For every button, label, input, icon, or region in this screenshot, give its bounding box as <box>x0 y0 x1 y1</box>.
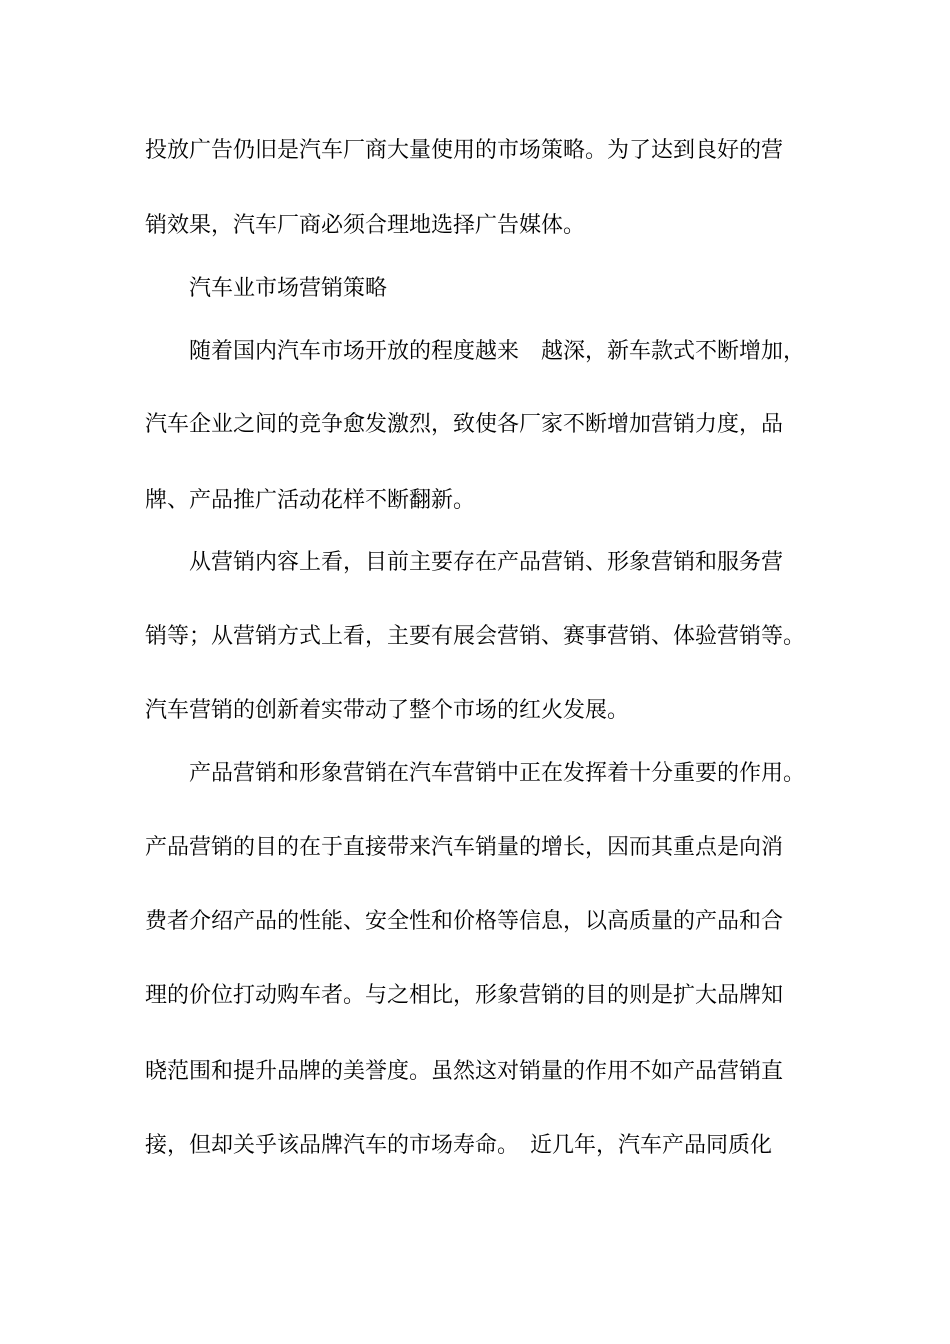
text-line: 理的价位打动购车者。与之相比，形象营销的目的则是扩大品牌知 <box>145 983 784 1008</box>
text-line: 牌、产品推广活动花样不断翻新。 <box>145 488 476 513</box>
text-line: 随着国内汽车市场开放的程度越来 越深，新车款式不断增加， <box>189 339 806 364</box>
text-line: 销效果，汽车厂商必须合理地选择广告媒体。 <box>145 213 586 238</box>
text-line: 从营销内容上看，目前主要存在产品营销、形象营销和服务营 <box>189 550 784 575</box>
text-line: 费者介绍产品的性能、安全性和价格等信息，以高质量的产品和合 <box>145 909 784 934</box>
section-heading: 汽车业市场营销策略 <box>189 276 388 301</box>
text-line: 晓范围和提升品牌的美誉度。虽然这对销量的作用不如产品营销直 <box>145 1059 784 1084</box>
text-line: 产品营销的目的在于直接带来汽车销量的增长，因而其重点是向消 <box>145 835 784 860</box>
text-line: 产品营销和形象营销在汽车营销中正在发挥着十分重要的作用。 <box>189 761 806 786</box>
text-line: 接，但却关乎该品牌汽车的市场寿命。 近几年，汽车产品同质化 <box>145 1133 773 1158</box>
text-line: 汽车营销的创新着实带动了整个市场的红火发展。 <box>145 698 630 723</box>
text-line: 汽车企业之间的竞争愈发激烈，致使各厂家不断增加营销力度，品 <box>145 412 784 437</box>
text-line: 投放广告仍旧是汽车厂商大量使用的市场策略。为了达到良好的营 <box>145 138 784 163</box>
text-line: 销等；从营销方式上看，主要有展会营销、赛事营销、体验营销等。 <box>145 624 806 649</box>
